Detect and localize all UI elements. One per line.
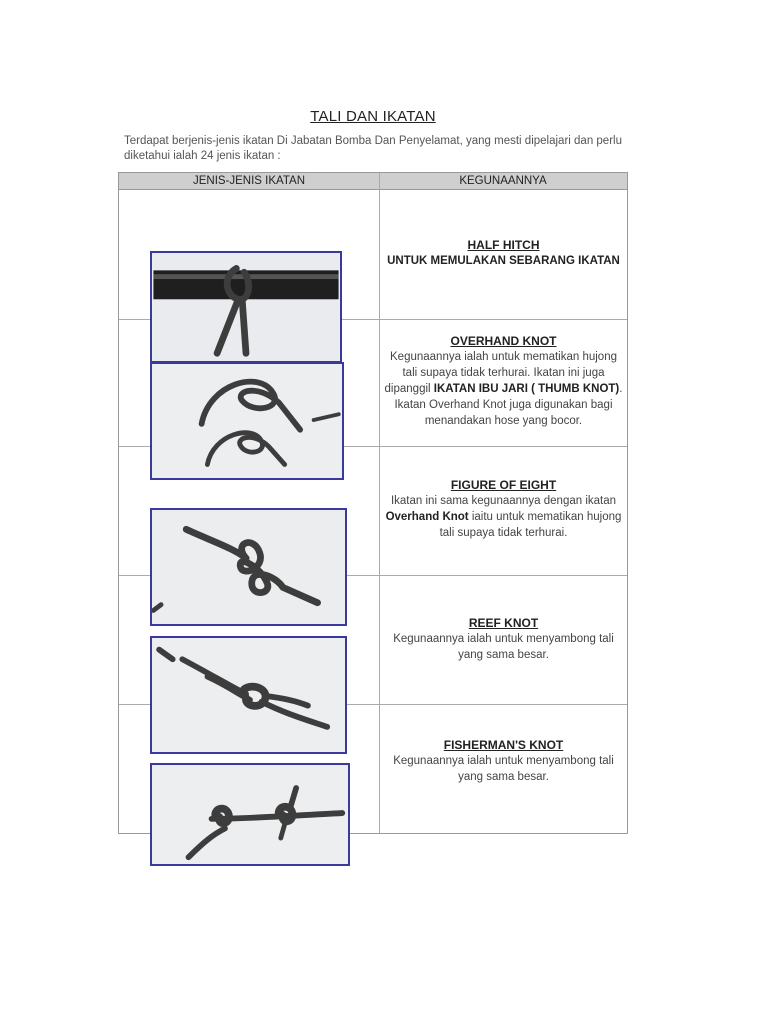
knot-use-line: menandakan hose yang bocor. [424,415,583,427]
text-span: . [619,383,623,395]
table-header [119,173,627,190]
header-knot-types: JENIS-JENIS IKATAN [192,175,306,187]
half-hitch-illustration [152,253,340,361]
knot-use-line: yang sama besar. [458,649,549,661]
header-uses: KEGUNAANNYA [459,175,547,187]
bold-text: Overhand Knot [385,511,469,523]
knot-use-line: Kegunaannya ialah untuk mematikan hujong [390,351,617,363]
knot-use-line: Kegunaannya ialah untuk menyambong tali [393,755,614,767]
knot-use-line: yang sama besar. [458,771,549,783]
knot-use-line: Ikatan ini sama kegunaannya dengan ikatan [390,495,617,507]
table-row [382,477,625,541]
knot-use-line: tali supaya tidak terhurai. [439,527,568,539]
knot-use-line [382,381,625,397]
table-row [382,737,625,785]
knot-name: FIGURE OF EIGHT [450,478,557,492]
bold-text: IKATAN IBU JARI ( THUMB KNOT) [433,383,620,395]
knot-name: HALF HITCH [467,238,540,252]
knot-use-line: tali supaya tidak terhurai. Ikatan ini juga [402,367,605,379]
knot-use-line: Ikatan Overhand Knot juga digunakan bagi [394,399,613,411]
text-span: iaitu untuk mematikan hujong [468,511,622,523]
fishermans-knot-photo [150,763,350,866]
table-row [382,333,625,429]
text-span: dipanggil [384,383,434,395]
table-row [382,237,625,269]
overhand-knot-illustration [152,364,342,478]
half-hitch-photo [150,251,342,363]
fishermans-knot-illustration [152,765,348,864]
column-divider [379,173,380,833]
reef-knot-photo [150,636,347,754]
document-title: TALI DAN IKATAN [310,108,436,125]
overhand-knot-photo [150,362,344,480]
knot-use: UNTUK MEMULAKAN SEBARANG IKATAN [387,255,620,267]
knot-use-line [382,509,625,525]
knot-name: FISHERMAN'S KNOT [443,738,564,752]
knot-name: REEF KNOT [468,616,539,630]
figure-of-eight-illustration [152,510,345,624]
knot-use-line: Kegunaannya ialah untuk menyambong tali [393,633,614,645]
figure-of-eight-photo [150,508,347,626]
intro-paragraph: Terdapat berjenis-jenis ikatan Di Jabatan Bomba Dan Penyelamat, yang mesti dipelajari dan perlu diketahui ialah 24 jenis ikatan : [124,135,622,162]
reef-knot-illustration [152,638,345,752]
knot-name: OVERHAND KNOT [450,334,557,348]
table-row [382,615,625,663]
